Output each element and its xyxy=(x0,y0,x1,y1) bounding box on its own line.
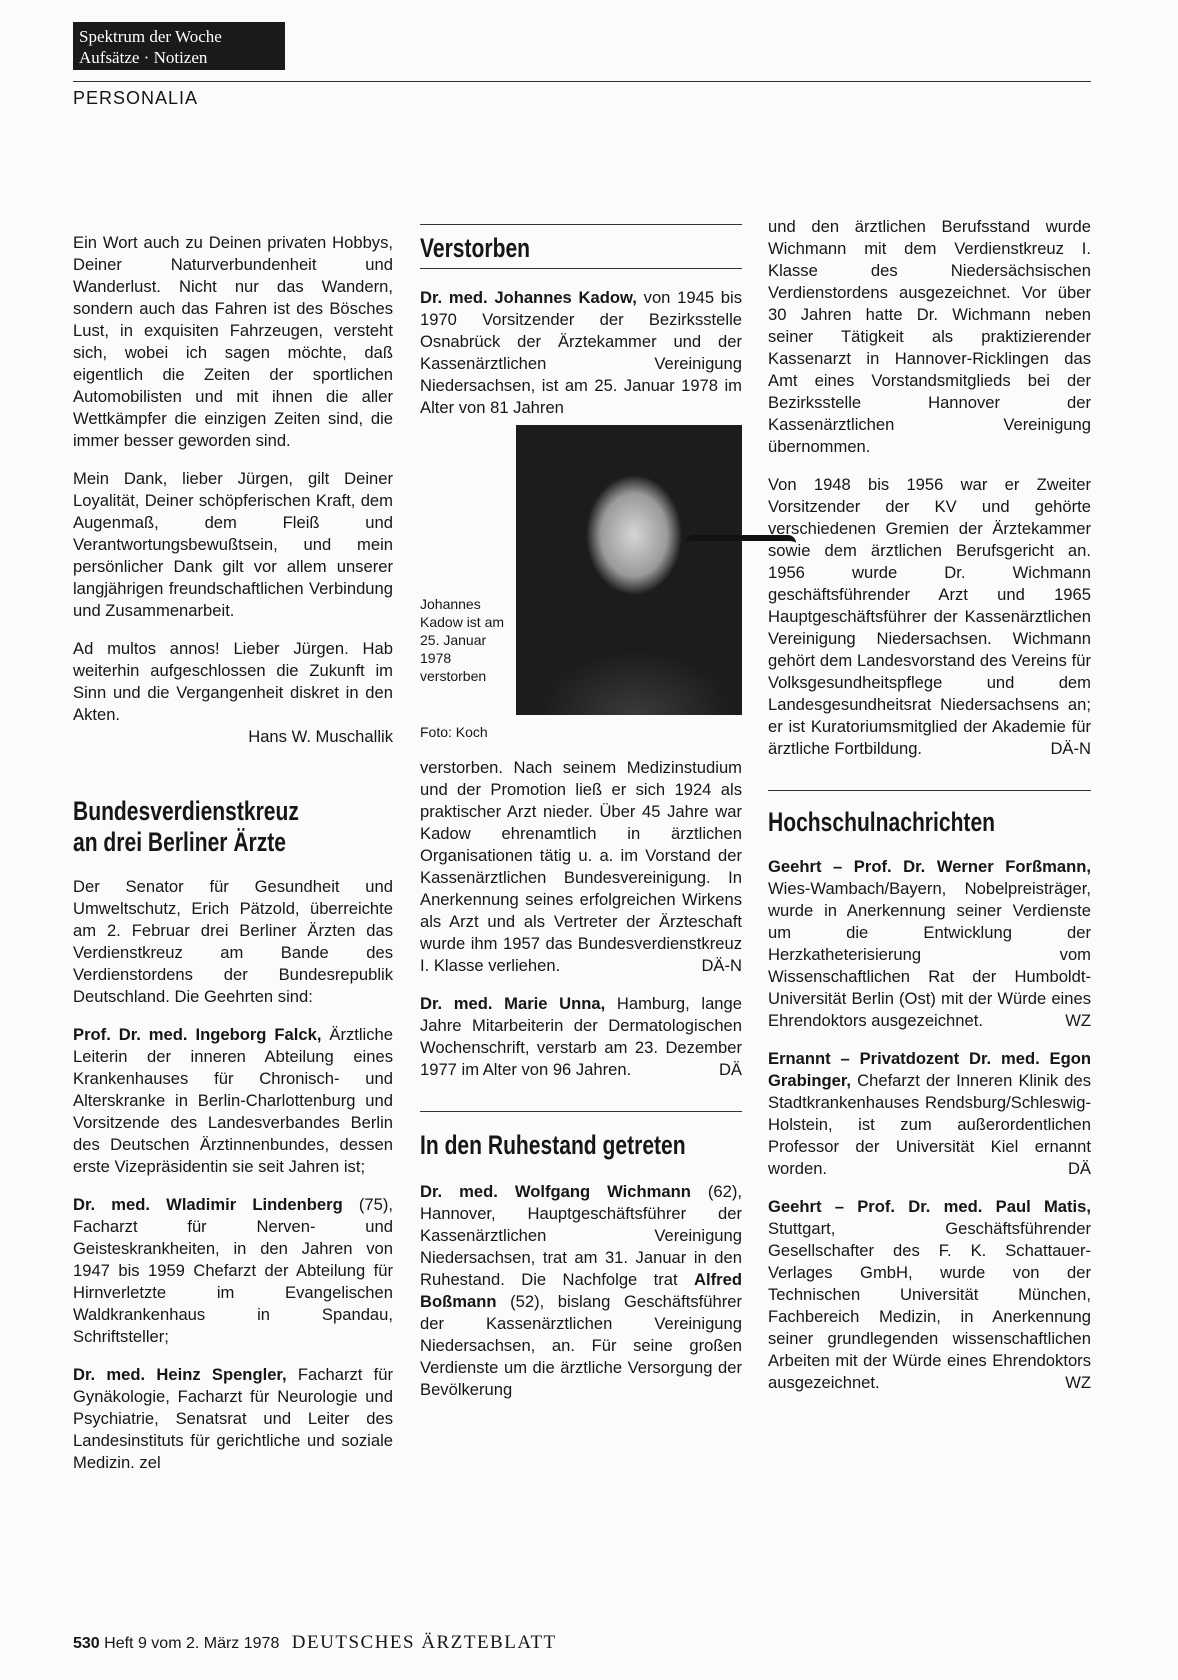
section-label: PERSONALIA xyxy=(73,88,199,108)
rule xyxy=(420,268,742,269)
column-2 xyxy=(420,232,742,1417)
rule xyxy=(768,790,1091,791)
photo-credit: Foto: Koch xyxy=(420,724,488,740)
journal-name: DEUTSCHES ÄRZTEBLATT xyxy=(291,1632,557,1653)
entry-unna: Dr. med. Marie Unna, Hamburg, lange Jahre Mitarbeiterin der Dermatologischen Wochenschrift, verstarb am 23. Dezember 1977 im Alter von 96 Jahren. DÄ xyxy=(420,994,742,1079)
paragraph: Ad multos annos! Lieber Jürgen. Hab weiterhin aufgeschlossen die Zukunft im Sinn und die Vergangenheit diskret in den Akten. xyxy=(73,639,393,724)
entry-forssmann: Geehrt – Prof. Dr. Werner Forßmann, Wies-Wambach/Bayern, Nobelpreisträger, wurde in Anerkennung seiner Verdienste um die Entwicklung der Herzkatheterisierung vom Wissenschaftlichen Rat der Humboldt-Universität Berlin (Ost) mit der Würde eines Ehrendoktors ausgezeichnet. WZ xyxy=(768,857,1091,1030)
column-3 xyxy=(768,216,1091,1410)
entry-wichmann: Dr. med. Wolfgang Wichmann (62), Hannover, Hauptgeschäftsführer der Kassenärztlichen Vereinigung Niedersachsen, trat am 31. Januar in den Ruhestand. Die Nachfolge trat Alfred Boßmann (52), bislang Geschäftsführer der Kassenärztlichen Vereinigung Niedersachsen, an. Für seine großen Verdienste um die ärztliche Versorgung der Bevölkerung xyxy=(420,1182,742,1399)
rule xyxy=(420,224,742,225)
tag-line-2: Aufsätze · Notizen xyxy=(79,48,208,67)
portrait-photo xyxy=(516,425,742,715)
entry-grabinger: Ernannt – Privatdozent Dr. med. Egon Grabinger, Chefarzt der Inneren Klinik des Stadtkrankenhauses Rendsburg/Schleswig-Holstein, ist zum außerordentlichen Professor der Universität Kiel ernannt worden. DÄ xyxy=(768,1049,1091,1178)
headline-verstorben: Verstorben xyxy=(420,233,531,263)
entry-falck: Prof. Dr. med. Ingeborg Falck, Ärztliche Leiterin der inneren Abteilung eines Krankenhauses für Chronisch- und Alterskranke in Berlin-Charlottenburg und Vorsitzende des Landesverbandes Berlin des Deutschen Ärztinnenbundes, dessen erste Vizepräsidentin sie seit Jahren ist; xyxy=(73,1025,394,1176)
headline-hochschulnachrichten: Hochschulnachrichten xyxy=(768,807,996,837)
page-number: 530 xyxy=(73,1635,100,1652)
column-1 xyxy=(73,232,393,1490)
paragraph: Mein Dank, lieber Jürgen, gilt Deiner Loyalität, Deiner schöpferischen Kraft, dem Augenmaß, dem Fleiß und Verantwortungsbewußtsein, und mein persönlicher Dank gilt vor allem unserer langjährigen freundschaftlichen Verbindung und Zusammenarbeit. xyxy=(73,469,393,620)
entry-kadow-cont: verstorben. Nach seinem Medizinstudium und der Promotion ließ er sich 1924 als praktischer Arzt nieder. Über 45 Jahre war Kadow ehrenamtlich in ärztlichen Organisationen tätig u. a. im Vorstand der Kassenärztlichen Bundesvereinigung. In Anerkennung seines erfolgreichen Wirkens als Arzt und als Vertreter der Ärzteschaft wurde ihm 1957 das Bundesverdienstkreuz I. Klasse verliehen. DÄ-N xyxy=(420,758,742,975)
headline-bundesverdienstkreuz: Bundesverdienstkreuz an drei Berliner Ärzte xyxy=(73,796,299,857)
entry-matis: Geehrt – Prof. Dr. med. Paul Matis, Stuttgart, Geschäftsführender Gesellschafter des F. K. Schattauer-Verlages GmbH, wurde von der Technischen Universität München, Fachbereich Medizin, in Anerkennung seiner grundlegenden wissenschaftlichen Arbeiten mit der Würde eines Ehrendoktors ausgezeichnet. WZ xyxy=(768,1197,1091,1392)
issue-info: Heft 9 vom 2. März 1978 xyxy=(104,1635,280,1652)
headline-ruhestand: In den Ruhestand getreten xyxy=(420,1130,686,1160)
paragraph: Der Senator für Gesundheit und Umweltschutz, Erich Pätzold, überreichte am 2. Februar drei Berliner Ärzten das Verdienstkreuz am Bande des Verdienstordens der Bundesrepublik Deutschland. Die Geehrten sind: xyxy=(73,877,393,1006)
photo-block xyxy=(420,425,742,747)
rule xyxy=(420,1111,742,1112)
signature: Hans W. Muschallik xyxy=(248,727,393,746)
entry-kadow: Dr. med. Johannes Kadow, von 1945 bis 1970 Vorsitzender der Bezirksstelle Osnabrück der Ärztekammer und der Kassenärztlichen Vereinigung Niedersachsen, ist am 25. Januar 1978 im Alter von 81 Jahren xyxy=(420,288,743,417)
photo-caption: Johannes Kadow ist am 25. Januar 1978 verstorben xyxy=(420,596,505,684)
paragraph: Von 1948 bis 1956 war er Zweiter Vorsitzender der KV und gehörte verschiedenen Gremien der Ärztekammer sowie dem ärztlichen Berufsgericht an. 1956 wurde Dr. Wichmann geschäftsführender Arzt und 1965 Hauptgeschäftsführer der Kassenärztlichen Vereinigung Niedersachsen. Wichmann gehört dem Landesvorstand des Vereins für Volksgesundheitspflege und dem Landesgesundheitsrat Niedersachsens an; er ist Kuratoriumsmitglied der Akademie für ärztliche Fortbildung. DÄ-N xyxy=(768,475,1091,758)
section-tag xyxy=(73,22,285,70)
footer xyxy=(73,1632,557,1654)
paragraph: und den ärztlichen Berufsstand wurde Wichmann mit dem Verdienstkreuz I. Klasse des Niedersächsischen Verdienstordens ausgezeichnet. Vor über 30 Jahren hatte Dr. Wichmann neben seiner Tätigkeit als praktizierender Kassenarzt in Hannover-Ricklingen das Amt eines Vorstandsmitglieds bei der Bezirksstelle Hannover der Kassenärztlichen Vereinigung übernommen. xyxy=(768,217,1091,456)
tag-line-1: Spektrum der Woche xyxy=(79,27,222,46)
entry-spengler: Dr. med. Heinz Spengler, Facharzt für Gynäkologie, Facharzt für Neurologie und Psychiatrie, Senatsrat und Leiter des Landesinstituts für gerichtliche und soziale Medizin. zel xyxy=(73,1365,393,1472)
header-rule xyxy=(73,81,1091,82)
entry-lindenberg: Dr. med. Wladimir Lindenberg (75), Facharzt für Nerven- und Geisteskrankheiten, in den Jahren von 1947 bis 1959 Chefarzt der Abteilung für Hirnverletzte im Evangelischen Waldkrankenhaus in Spandau, Schriftsteller; xyxy=(73,1195,394,1346)
paragraph: Ein Wort auch zu Deinen privaten Hobbys, Deiner Naturverbundenheit und Wanderlust. Nicht nur das Wandern, sondern auch das Fahren ist des Bösches Lust, in exquisiten Fahrzeugen, versteht sich, wobei ich sagen möchte, daß eigentlich die Zeiten der sportlichen Automobilisten und mit ihnen die aller Wettkämpfer die einzigen Zeiten sind, die immer besser geworden sind. xyxy=(73,233,393,450)
